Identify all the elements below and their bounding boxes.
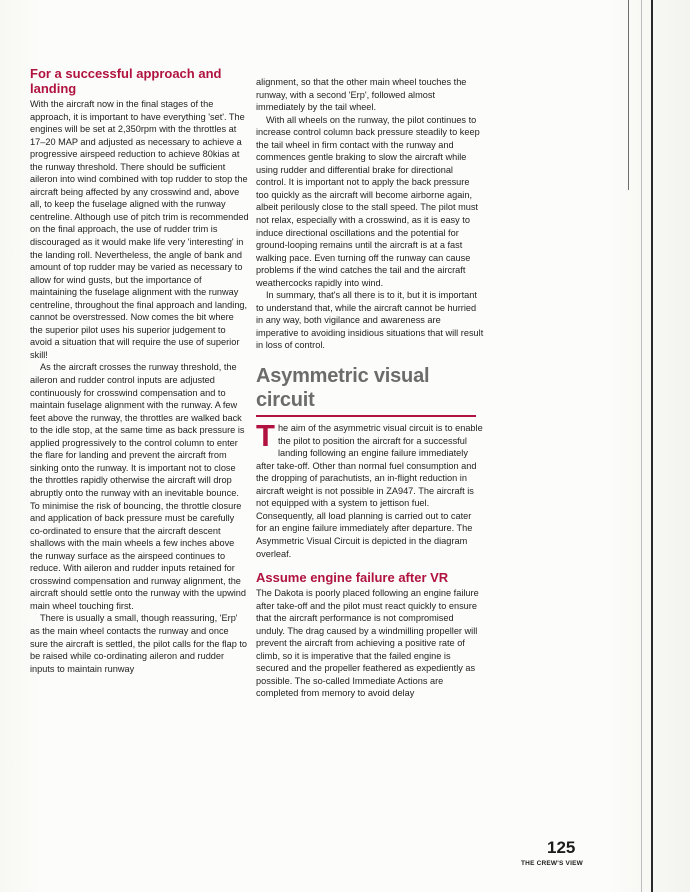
running-footer: THE CREW'S VIEW bbox=[521, 860, 583, 867]
section-paragraph bbox=[256, 418, 484, 560]
section-paragraph-text: he aim of the asymmetric visual circuit is to enable the pilot to position the aircraft for a successful landing following an engine failure immediately after take-off. Other than normal fuel consumption and the dropping of parachutists, an in-flight reduction in aircraft weight is not possible in ZA947. The aircraft is not equipped with a system to jettison fuel. Consequently, all load planning is carried out to cater for an engine failure immediately after departure. The Asymmetric Visual Circuit is depicted in the diagram overleaf. bbox=[256, 423, 483, 559]
body-paragraph: There is usually a small, though reassuring, 'Erp' as the main wheel contacts the runway and once sure the aircraft is settled, the pilot calls for the flap to be raised while co-ordinating aileron and rudder inputs to maintain runway bbox=[30, 613, 248, 674]
body-paragraph: The Dakota is poorly placed following an engine failure after take-off and the pilot must react quickly to ensure that the aircraft performance is not compromised unduly. The drag caused by a windmilling propeller will prevent the aircraft from achieving a positive rate of climb, so it is imperative that the failed engine is secured and the propeller feathered as expediently as possible. The so-called Immediate Actions are completed from memory to avoid delay bbox=[256, 588, 479, 699]
engine-failure-heading: Assume engine failure after VR bbox=[256, 570, 449, 586]
body-paragraph: alignment, so that the other main wheel touches the runway, with a second 'Erp', followed almost immediately by the tail wheel. bbox=[256, 77, 467, 113]
right-column bbox=[256, 76, 484, 700]
body-paragraph: With the aircraft now in the final stages of the approach, it is important to have everything 'set'. The engines will be set at 2,350rpm with the throttles at 17–20 MAP and adjusted as necessary to achieve a progressive airspeed reduction to achieve 80kias at the runway threshold. There should be sufficient aileron into wind combined with top rudder to stop the aircraft being affected by any crosswind and, above all, to keep the fuselage aligned with the runway centreline. Although use of pitch trim is recommended on the final approach, the use of rudder trim is discouraged as it would make life very 'interesting' in the landing roll. Nevertheless, the angle of bank and amount of top rudder may be varied as necessary to allow for wind gusts, but the importance of maintaining the fuselage alignment with the runway centreline, throughout the final approach and landing, cannot be overstressed. Now comes the bit where the superior pilot uses his superior judgement to avoid a situation that will require the use of superior skill! bbox=[30, 99, 249, 360]
section-divider bbox=[256, 415, 476, 417]
page-number: 125 bbox=[547, 838, 576, 857]
approach-heading: For a successful approach and landing bbox=[30, 66, 222, 96]
section-title: Asymmetric visual circuit bbox=[256, 365, 430, 412]
body-paragraph: In summary, that's all there is to it, but it is important to understand that, while the aircraft cannot be hurried in any way, both vigilance and awareness are imperative to avoiding insidious situations that will result in loss of control. bbox=[256, 290, 484, 351]
page-edge-shadow bbox=[641, 0, 642, 892]
left-column bbox=[30, 66, 249, 675]
body-paragraph: As the aircraft crosses the runway threshold, the aileron and rudder control inputs are adjusted continuously for crosswind compensation and to maintain fuselage alignment with the runway. A few feet above the runway, the throttles are walked back to the idle stop, at the same time as back pressure is applied progressively to the control column to enter the flare for landing and prevent the aircraft from sinking onto the runway. It is important not to close the throttles rapidly otherwise the aircraft will drop abruptly onto the runway with an inevitable bounce. To minimise the risk of bouncing, the throttle closure and application of back pressure must be carefully co-ordinated to ensure that the aircraft descent shallows with the main wheels a few inches above the runway surface as the airspeed continues to reduce. With aileron and rudder inputs retained for crosswind compensation and runway alignment, the aircraft should settle onto the runway with the upwind main wheel touching first. bbox=[30, 362, 247, 611]
body-paragraph: With all wheels on the runway, the pilot continues to increase control column back pressure steadily to keep the tail wheel in firm contact with the runway and commences gentle braking to slow the aircraft while using rudder and differential brake for directional control. It is important not to apply the back pressure too quickly as the aircraft will become airborne again, albeit perilously close to the stall speed. The pilot must not relax, especially with a crosswind, as it is easy to induce directional oscillations and the potential for ground-looping remains until the aircraft is at a fast walking pace. Even turning off the runway can cause problems if the wind catches the tail and the aircraft weathercocks rapidly into wind. bbox=[256, 114, 480, 288]
page-edge-line bbox=[628, 0, 629, 190]
drop-cap: T bbox=[256, 418, 275, 454]
binding-edge bbox=[651, 0, 653, 892]
